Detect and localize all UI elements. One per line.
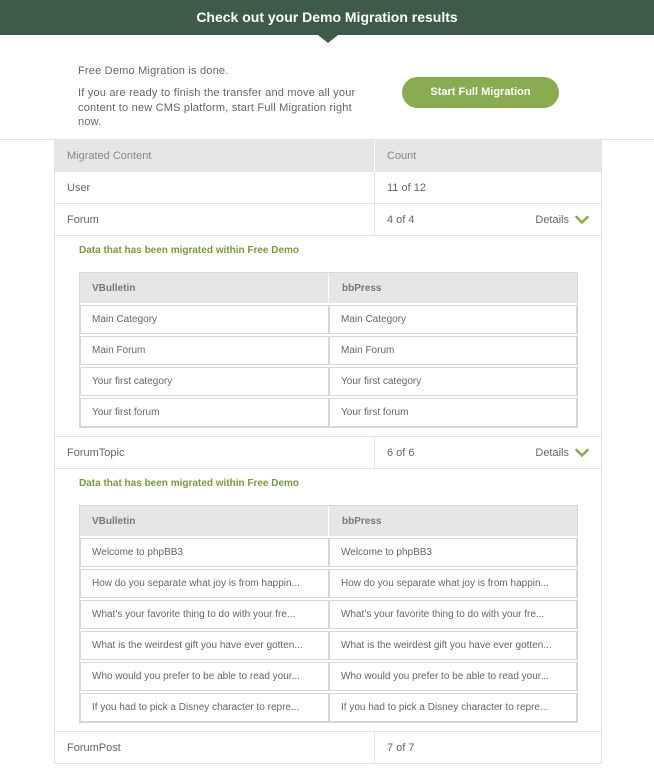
- banner-title: Check out your Demo Migration results: [196, 9, 458, 25]
- mapping-row: [80, 567, 577, 598]
- results-banner: [0, 0, 654, 35]
- banner-pointer: [318, 35, 338, 43]
- column-divider: [374, 172, 375, 203]
- source-value: Who would you prefer to be able to read your...: [80, 662, 329, 691]
- row-forum-topic: [55, 437, 601, 469]
- forum-details-toggle[interactable]: [535, 214, 589, 226]
- column-divider: [328, 506, 329, 536]
- source-value: Main Forum: [80, 336, 329, 365]
- source-value: Your first forum: [80, 398, 329, 427]
- target-value: What’s your favorite thing to do with your fre...: [329, 600, 577, 629]
- mapping-row: [80, 629, 577, 660]
- results-table: [54, 140, 602, 764]
- mapping-row: [80, 598, 577, 629]
- mapping-row: [80, 396, 577, 427]
- mapping-header-row: [80, 273, 577, 303]
- row-user: [55, 172, 601, 204]
- forum-mapping-table: [79, 272, 578, 428]
- results-header-row: [55, 140, 601, 172]
- entity-count: 7 of 7: [387, 742, 415, 754]
- row-forum: [55, 204, 601, 236]
- target-platform-header: bbPress: [342, 516, 382, 527]
- target-value: How do you separate what joy is from happin...: [329, 569, 577, 598]
- column-divider: [374, 437, 375, 468]
- target-value: Main Forum: [329, 336, 577, 365]
- entity-name: ForumTopic: [67, 447, 125, 459]
- mapping-row: [80, 536, 577, 567]
- mapping-row: [80, 334, 577, 365]
- start-full-migration-button[interactable]: Start Full Migration: [402, 77, 559, 108]
- target-value: Who would you prefer to be able to read your...: [329, 662, 577, 691]
- source-value: How do you separate what joy is from happin...: [80, 569, 329, 598]
- target-value: Main Category: [329, 305, 577, 334]
- column-divider: [374, 140, 375, 172]
- source-platform-header: VBulletin: [92, 516, 136, 527]
- mapping-row: [80, 691, 577, 722]
- source-value: Welcome to phpBB3: [80, 538, 329, 567]
- target-value: Welcome to phpBB3: [329, 538, 577, 567]
- demo-done-text: Free Demo Migration is done.: [78, 65, 229, 77]
- header-count: Count: [387, 150, 417, 162]
- entity-name: Forum: [67, 214, 99, 226]
- chevron-down-icon: [575, 448, 589, 458]
- chevron-down-icon: [575, 215, 589, 225]
- topic-mapping-table: [79, 505, 578, 723]
- column-divider: [374, 204, 375, 235]
- details-caption: Data that has been migrated within Free Demo: [79, 245, 300, 256]
- entity-count: 4 of 4: [387, 214, 415, 226]
- source-value: What’s your favorite thing to do with your fre...: [80, 600, 329, 629]
- forum-topic-details-toggle[interactable]: [535, 447, 589, 459]
- details-label: Details: [535, 447, 569, 459]
- target-value: Your first category: [329, 367, 577, 396]
- source-value: Main Category: [80, 305, 329, 334]
- entity-count: 11 of 12: [387, 182, 426, 194]
- column-divider: [374, 732, 375, 763]
- mapping-header-row: [80, 506, 577, 536]
- mapping-row: [80, 303, 577, 334]
- forum-topic-details-panel: [55, 469, 601, 732]
- entity-name: ForumPost: [67, 742, 121, 754]
- target-value: If you had to pick a Disney character to repre...: [329, 693, 577, 722]
- forum-details-panel: [55, 236, 601, 437]
- mapping-row: [80, 365, 577, 396]
- source-value: Your first category: [80, 367, 329, 396]
- source-platform-header: VBulletin: [92, 283, 136, 294]
- details-label: Details: [535, 214, 569, 226]
- target-platform-header: bbPress: [342, 283, 382, 294]
- target-value: What is the weirdest gift you have ever gotten...: [329, 631, 577, 660]
- details-caption: Data that has been migrated within Free Demo: [79, 478, 300, 489]
- mapping-row: [80, 660, 577, 691]
- row-forum-post: [55, 732, 601, 764]
- entity-name: User: [67, 182, 91, 194]
- column-divider: [328, 273, 329, 303]
- source-value: What is the weirdest gift you have ever gotten...: [80, 631, 329, 660]
- header-migrated-content: Migrated Content: [67, 150, 152, 162]
- intro-panel: [0, 43, 654, 140]
- full-migration-cta-text: If you are ready to finish the transfer and move all your content to new CMS platform, start Full Migration right now.: [78, 87, 356, 128]
- entity-count: 6 of 6: [387, 447, 415, 459]
- source-value: If you had to pick a Disney character to repre...: [80, 693, 329, 722]
- target-value: Your first forum: [329, 398, 577, 427]
